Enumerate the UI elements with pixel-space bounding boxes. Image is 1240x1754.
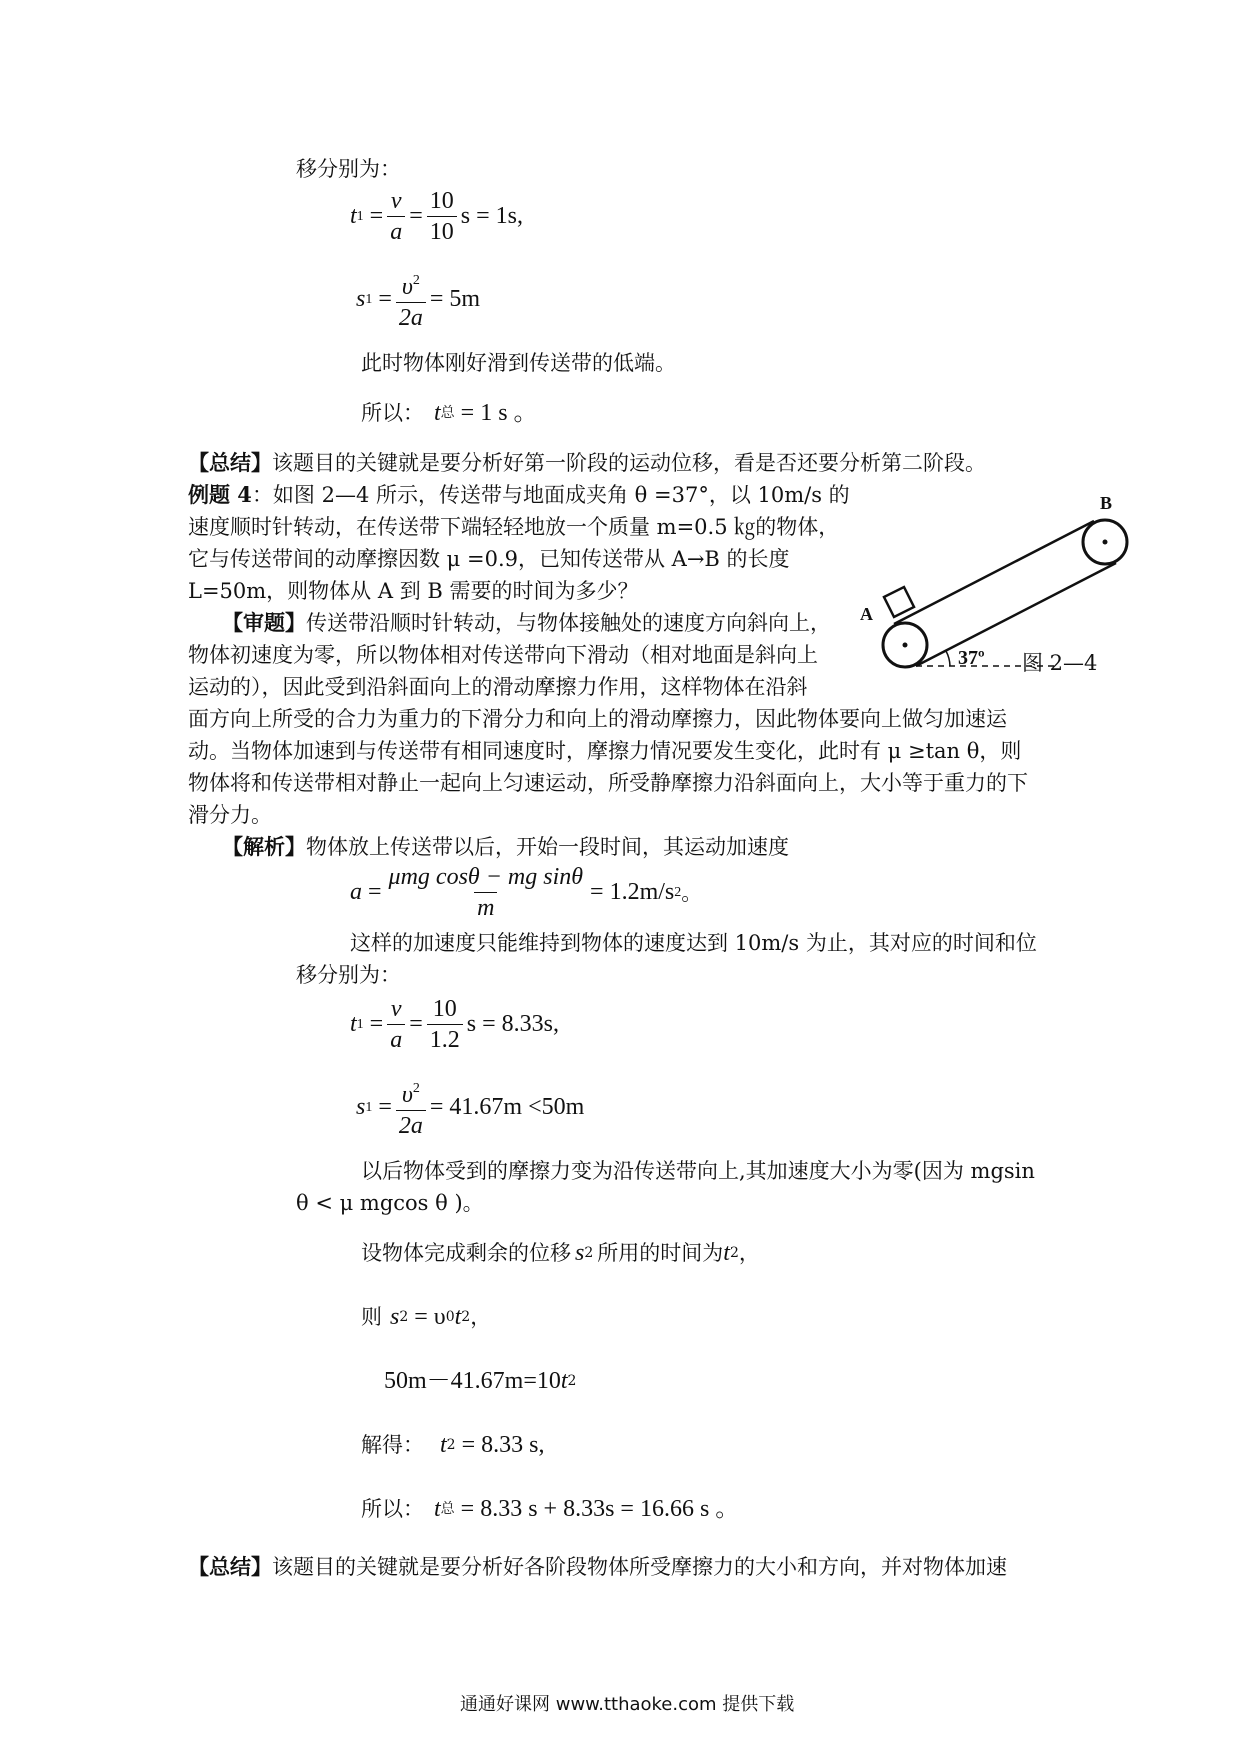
example-line: 例题 4：如图 2—4 所示，传送带与地面成夹角 θ =37°，以 10m/s 的 (188, 482, 850, 507)
review-line: 面方向上所受的合力为重力的下滑分力和向上的滑动摩擦力，因此物体要向上做匀加速运 (188, 707, 1007, 731)
figure-caption: 图 2—4 (1022, 651, 1098, 675)
analysis-line: 50m－41.67m=10 t 2 (384, 1368, 577, 1394)
summary-line: 【总结】该题目的关键就是要分析好各阶段物体所受摩擦力的大小和方向，并对物体加速 (188, 1554, 1007, 1579)
point-b-label: B (1100, 493, 1113, 513)
analysis-line: θ < μ mgcos θ )。 (296, 1191, 484, 1215)
equation-s1-top: s 1 = $\frac{\upsilon^2}{2a}$ = 5m (356, 273, 481, 331)
example-tag: 例题 4 (188, 482, 252, 507)
analysis-line: 解得： t 2 = 8.33 s, (361, 1432, 545, 1458)
block (884, 587, 914, 617)
review-line: 运动的），因此受到沿斜面向上的滑动摩擦力作用，这样物体在沿斜 (188, 675, 808, 699)
result-line: 所以： t 总 = 1 s 。 (361, 400, 538, 426)
equation-t1: t 1 = $\frac{v}{a}$ = $\frac{10}{1.2}$ s = 8.33s, (350, 996, 559, 1053)
analysis-line: 以后物体受到的摩擦力变为沿传送带向上,其加速度大小为零(因为 mgsin (361, 1159, 1035, 1183)
review-line: 物体将和传送带相对静止一起向上匀速运动，所受静摩擦力沿斜面向上，大小等于重力的下 (188, 771, 1028, 795)
equation-t1-top: t 1 = $\frac{v}{a}$ = $\frac{10}{10}$ s = 1s, (350, 188, 523, 245)
review-line: 滑分力。 (188, 803, 272, 827)
example-line: 它与传送带间的动摩擦因数 μ =0.9，已知传送带从 A→B 的长度 (188, 547, 790, 571)
review-line: 【审题】传送带沿顺时针转动，与物体接触处的速度方向斜向上， (222, 610, 831, 635)
equation-acceleration: a = $\frac{\text{μmg cosθ − mg sinθ}}{m}$ = 1.2m/s 2 。 (350, 864, 703, 921)
example-line: 速度顺时针转动，在传送带下端轻轻地放一个质量 m=0.5 ㎏的物体， (188, 515, 840, 539)
example-line: L=50m，则物体从 A 到 B 需要的时间为多少？ (188, 579, 639, 603)
review-line: 动。当物体加速到与传送带有相同速度时，摩擦力情况要发生变化，此时有 μ ≥tan θ，则 (188, 739, 1022, 763)
analysis-line: 这样的加速度只能维持到物体的速度达到 10m/s 为止，其对应的时间和位 (350, 931, 1037, 955)
equation-s1: s 1 = $\frac{\upsilon^2}{2a}$ = 41.67m <50m (356, 1081, 585, 1139)
summary-line: 【总结】该题目的关键就是要分析好第一阶段的运动位移，看是否还要分析第二阶段。 (188, 450, 986, 475)
analysis-line: 移分别为： (296, 963, 401, 987)
review-line: 物体初速度为零，所以物体相对传送带向下滑动（相对地面是斜向上 (188, 643, 818, 667)
angle-label: 37º (958, 647, 985, 669)
page-footer: 通通好课网 www.tthaoke.com 提供下载 (460, 1694, 795, 1715)
text-line: 此时物体刚好滑到传送带的低端。 (361, 351, 676, 375)
analysis-line: 设物体完成剩余的位移 s 2 所用的时间为 t 2 ， (361, 1240, 760, 1266)
result-line: 所以： t 总 = 8.33 s + 8.33s = 16.66 s 。 (361, 1496, 740, 1522)
analysis-line: 则 s 2 = υ 0 t 2 ， (361, 1304, 492, 1330)
conveyor-belt-figure (850, 490, 1150, 680)
point-a-label: A (860, 604, 873, 624)
angle-arc (946, 651, 950, 666)
belt-upper (894, 521, 1094, 624)
text-line: 移分别为： (296, 157, 401, 181)
analysis-line: 【解析】物体放上传送带以后，开始一段时间，其运动加速度 (222, 834, 789, 859)
